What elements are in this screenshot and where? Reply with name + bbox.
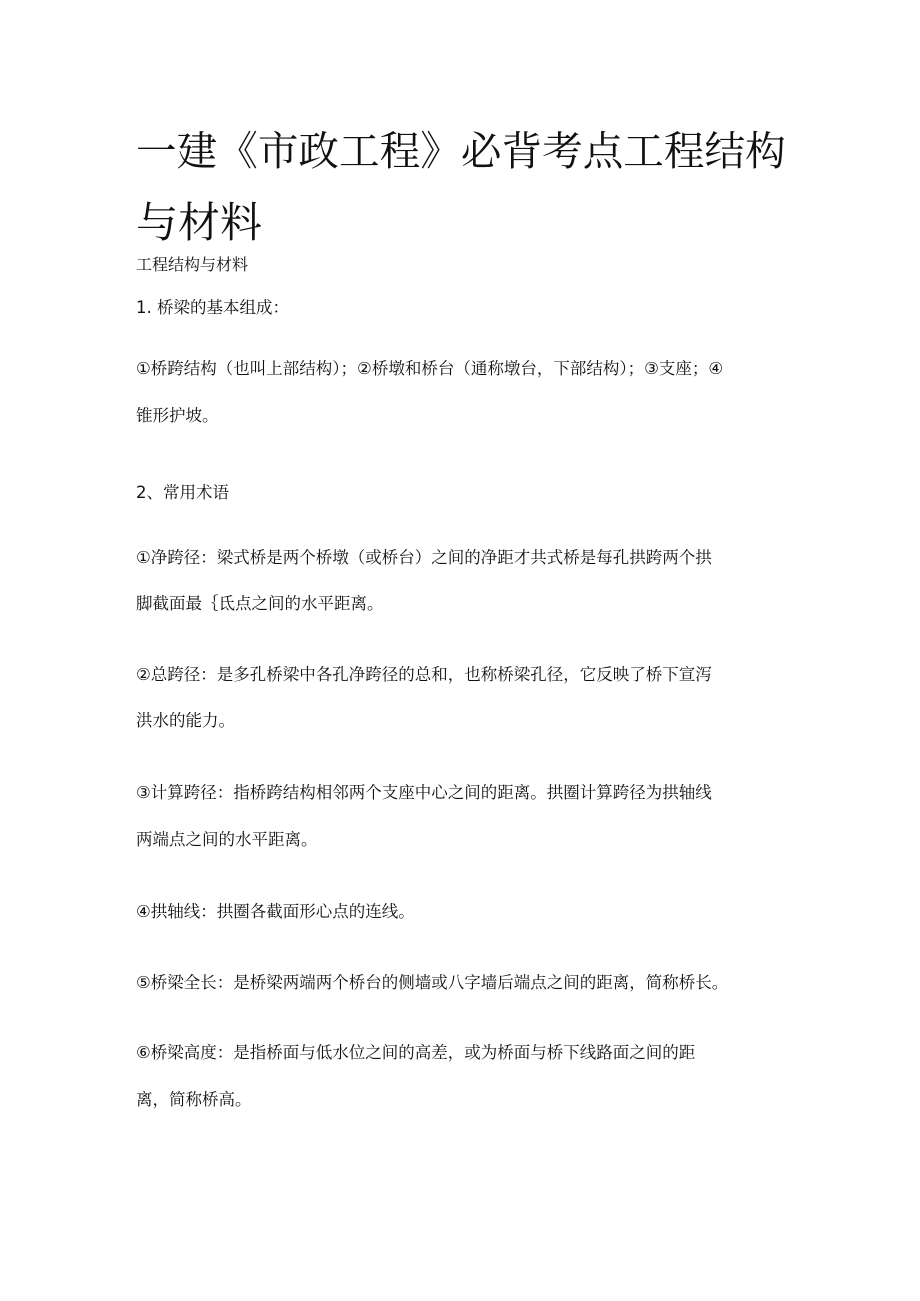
term-5-line-1: ⑤桥梁全长：是桥梁两端两个桥台的侧墙或八字墙后端点之间的距离，简称桥长。 bbox=[136, 973, 729, 992]
document-title-line-2: 与材料 bbox=[136, 198, 263, 247]
term-6-line-2: 离，简称桥高。 bbox=[136, 1090, 252, 1109]
term-3-line-2: 两端点之间的水平距离。 bbox=[136, 830, 318, 849]
term-1-line-1: ①净跨径：梁式桥是两个桥墩（或桥台）之间的净距才共式桥是每孔拱跨两个拱 bbox=[136, 548, 712, 567]
term-2-line-2: 洪水的能力。 bbox=[136, 711, 235, 730]
term-1-line-2: 脚截面最｛氐点之间的水平距离。 bbox=[136, 594, 384, 613]
term-4-line-1: ④拱轴线：拱圈各截面形心点的连线。 bbox=[136, 902, 415, 921]
document-title-line-1: 一建《市政工程》必背考点工程结构 bbox=[136, 127, 786, 175]
section-2-heading: 2、常用术语 bbox=[136, 483, 229, 502]
term-3-line-1: ③计算跨径：指桥跨结构相邻两个支座中心之间的距离。拱圈计算跨径为拱轴线 bbox=[136, 783, 712, 802]
term-6-line-1: ⑥桥梁高度：是指桥面与低水位之间的高差，或为桥面与桥下线路面之间的距 bbox=[136, 1043, 696, 1062]
term-2-line-1: ②总跨径：是多孔桥梁中各孔净跨径的总和，也称桥梁孔径，它反映了桥下宣泻 bbox=[136, 665, 712, 684]
section-1-heading: 1. 桥梁的基本组成： bbox=[136, 298, 289, 317]
document-subtitle: 工程结构与材料 bbox=[136, 255, 249, 274]
section-1-text-line-1: ①桥跨结构（也叫上部结构）；②桥墩和桥台（通称墩台，下部结构）；③支座；④ bbox=[136, 359, 724, 378]
section-1-text-line-2: 锥形护坡。 bbox=[136, 406, 219, 425]
